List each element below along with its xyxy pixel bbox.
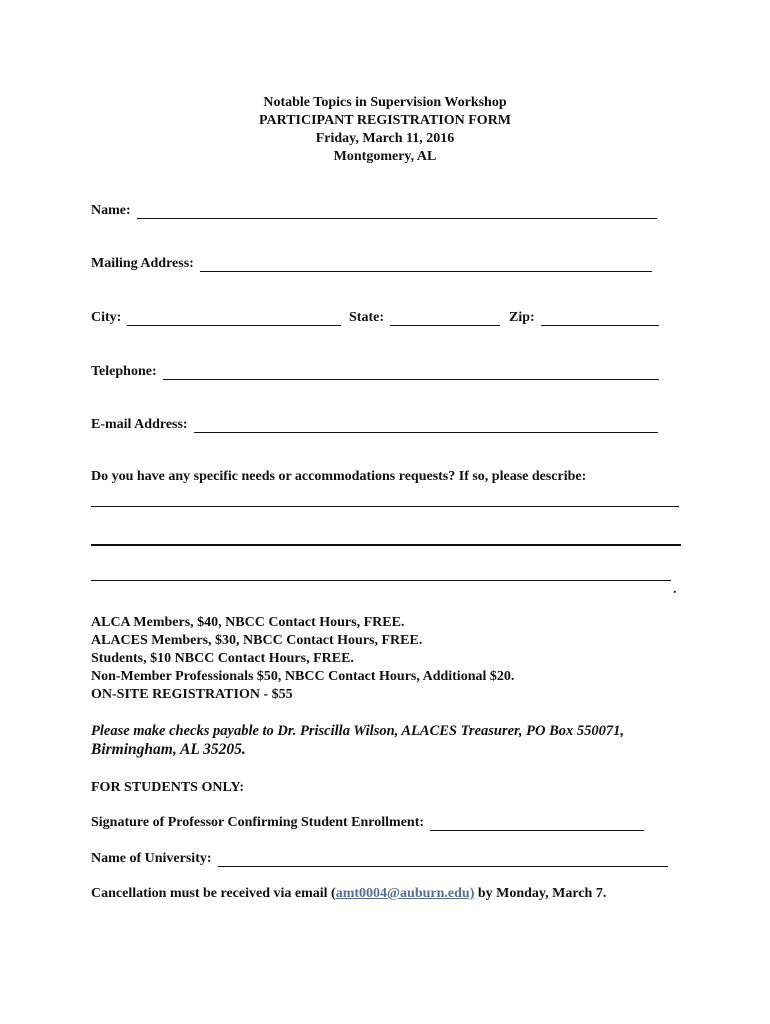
cancellation-email-link[interactable]: amt0004@auburn.edu) bbox=[335, 886, 475, 901]
event-date: Friday, March 11, 2016 bbox=[315, 131, 455, 146]
professor-signature-input-line[interactable] bbox=[430, 816, 644, 831]
accommodations-end-mark: . bbox=[673, 582, 677, 597]
name-label: Name: bbox=[91, 203, 131, 218]
city-field[interactable] bbox=[91, 308, 341, 326]
mailing-address-label: Mailing Address: bbox=[91, 256, 194, 271]
accommodations-question: Do you have any specific needs or accommodations requests? If so, please describe: bbox=[91, 469, 587, 484]
price-alca: ALCA Members, $40, NBCC Contact Hours, FREE. bbox=[91, 615, 405, 630]
cancellation-text-before: Cancellation must be received via email ( bbox=[91, 886, 336, 901]
state-input-line[interactable] bbox=[390, 311, 500, 326]
mailing-address-field[interactable] bbox=[91, 254, 652, 272]
city-input-line[interactable] bbox=[127, 311, 341, 326]
mailing-address-input-line[interactable] bbox=[200, 257, 652, 272]
price-alaces: ALACES Members, $30, NBCC Contact Hours, FREE. bbox=[91, 633, 423, 648]
university-field[interactable] bbox=[91, 849, 668, 867]
accommodations-line-3[interactable] bbox=[91, 580, 671, 581]
state-field[interactable] bbox=[349, 308, 500, 326]
cancellation-notice bbox=[91, 886, 606, 902]
event-location: Montgomery, AL bbox=[333, 149, 437, 164]
form-title: PARTICIPANT REGISTRATION FORM bbox=[258, 113, 512, 128]
payment-address: Birmingham, AL 35205. bbox=[91, 741, 246, 758]
telephone-input-line[interactable] bbox=[163, 365, 659, 380]
university-input-line[interactable] bbox=[218, 852, 668, 867]
cancellation-text-after: by Monday, March 7. bbox=[474, 886, 607, 901]
zip-field[interactable] bbox=[509, 308, 659, 326]
price-students: Students, $10 NBCC Contact Hours, FREE. bbox=[91, 651, 354, 666]
professor-signature-label: Signature of Professor Confirming Student Enrollment: bbox=[91, 815, 425, 830]
telephone-label: Telephone: bbox=[91, 364, 157, 379]
name-field[interactable] bbox=[91, 201, 657, 219]
price-onsite: ON-SITE REGISTRATION - $55 bbox=[91, 687, 293, 702]
accommodations-line-2[interactable] bbox=[91, 544, 681, 546]
students-heading: FOR STUDENTS ONLY: bbox=[91, 780, 245, 795]
professor-signature-field[interactable] bbox=[91, 813, 644, 831]
workshop-title: Notable Topics in Supervision Workshop bbox=[263, 95, 507, 110]
zip-label: Zip: bbox=[509, 310, 535, 325]
zip-input-line[interactable] bbox=[541, 311, 659, 326]
telephone-field[interactable] bbox=[91, 362, 659, 380]
university-label: Name of University: bbox=[91, 851, 212, 866]
email-input-line[interactable] bbox=[194, 418, 658, 433]
state-label: State: bbox=[349, 310, 384, 325]
price-non-member: Non-Member Professionals $50, NBCC Contact Hours, Additional $20. bbox=[91, 669, 515, 684]
city-label: City: bbox=[91, 310, 122, 325]
payment-instructions: Please make checks payable to Dr. Priscilla Wilson, ALACES Treasurer, PO Box 550071, bbox=[91, 723, 625, 739]
email-label: E-mail Address: bbox=[91, 417, 188, 432]
accommodations-line-1[interactable] bbox=[91, 506, 679, 507]
name-input-line[interactable] bbox=[137, 204, 657, 219]
email-field[interactable] bbox=[91, 415, 658, 433]
